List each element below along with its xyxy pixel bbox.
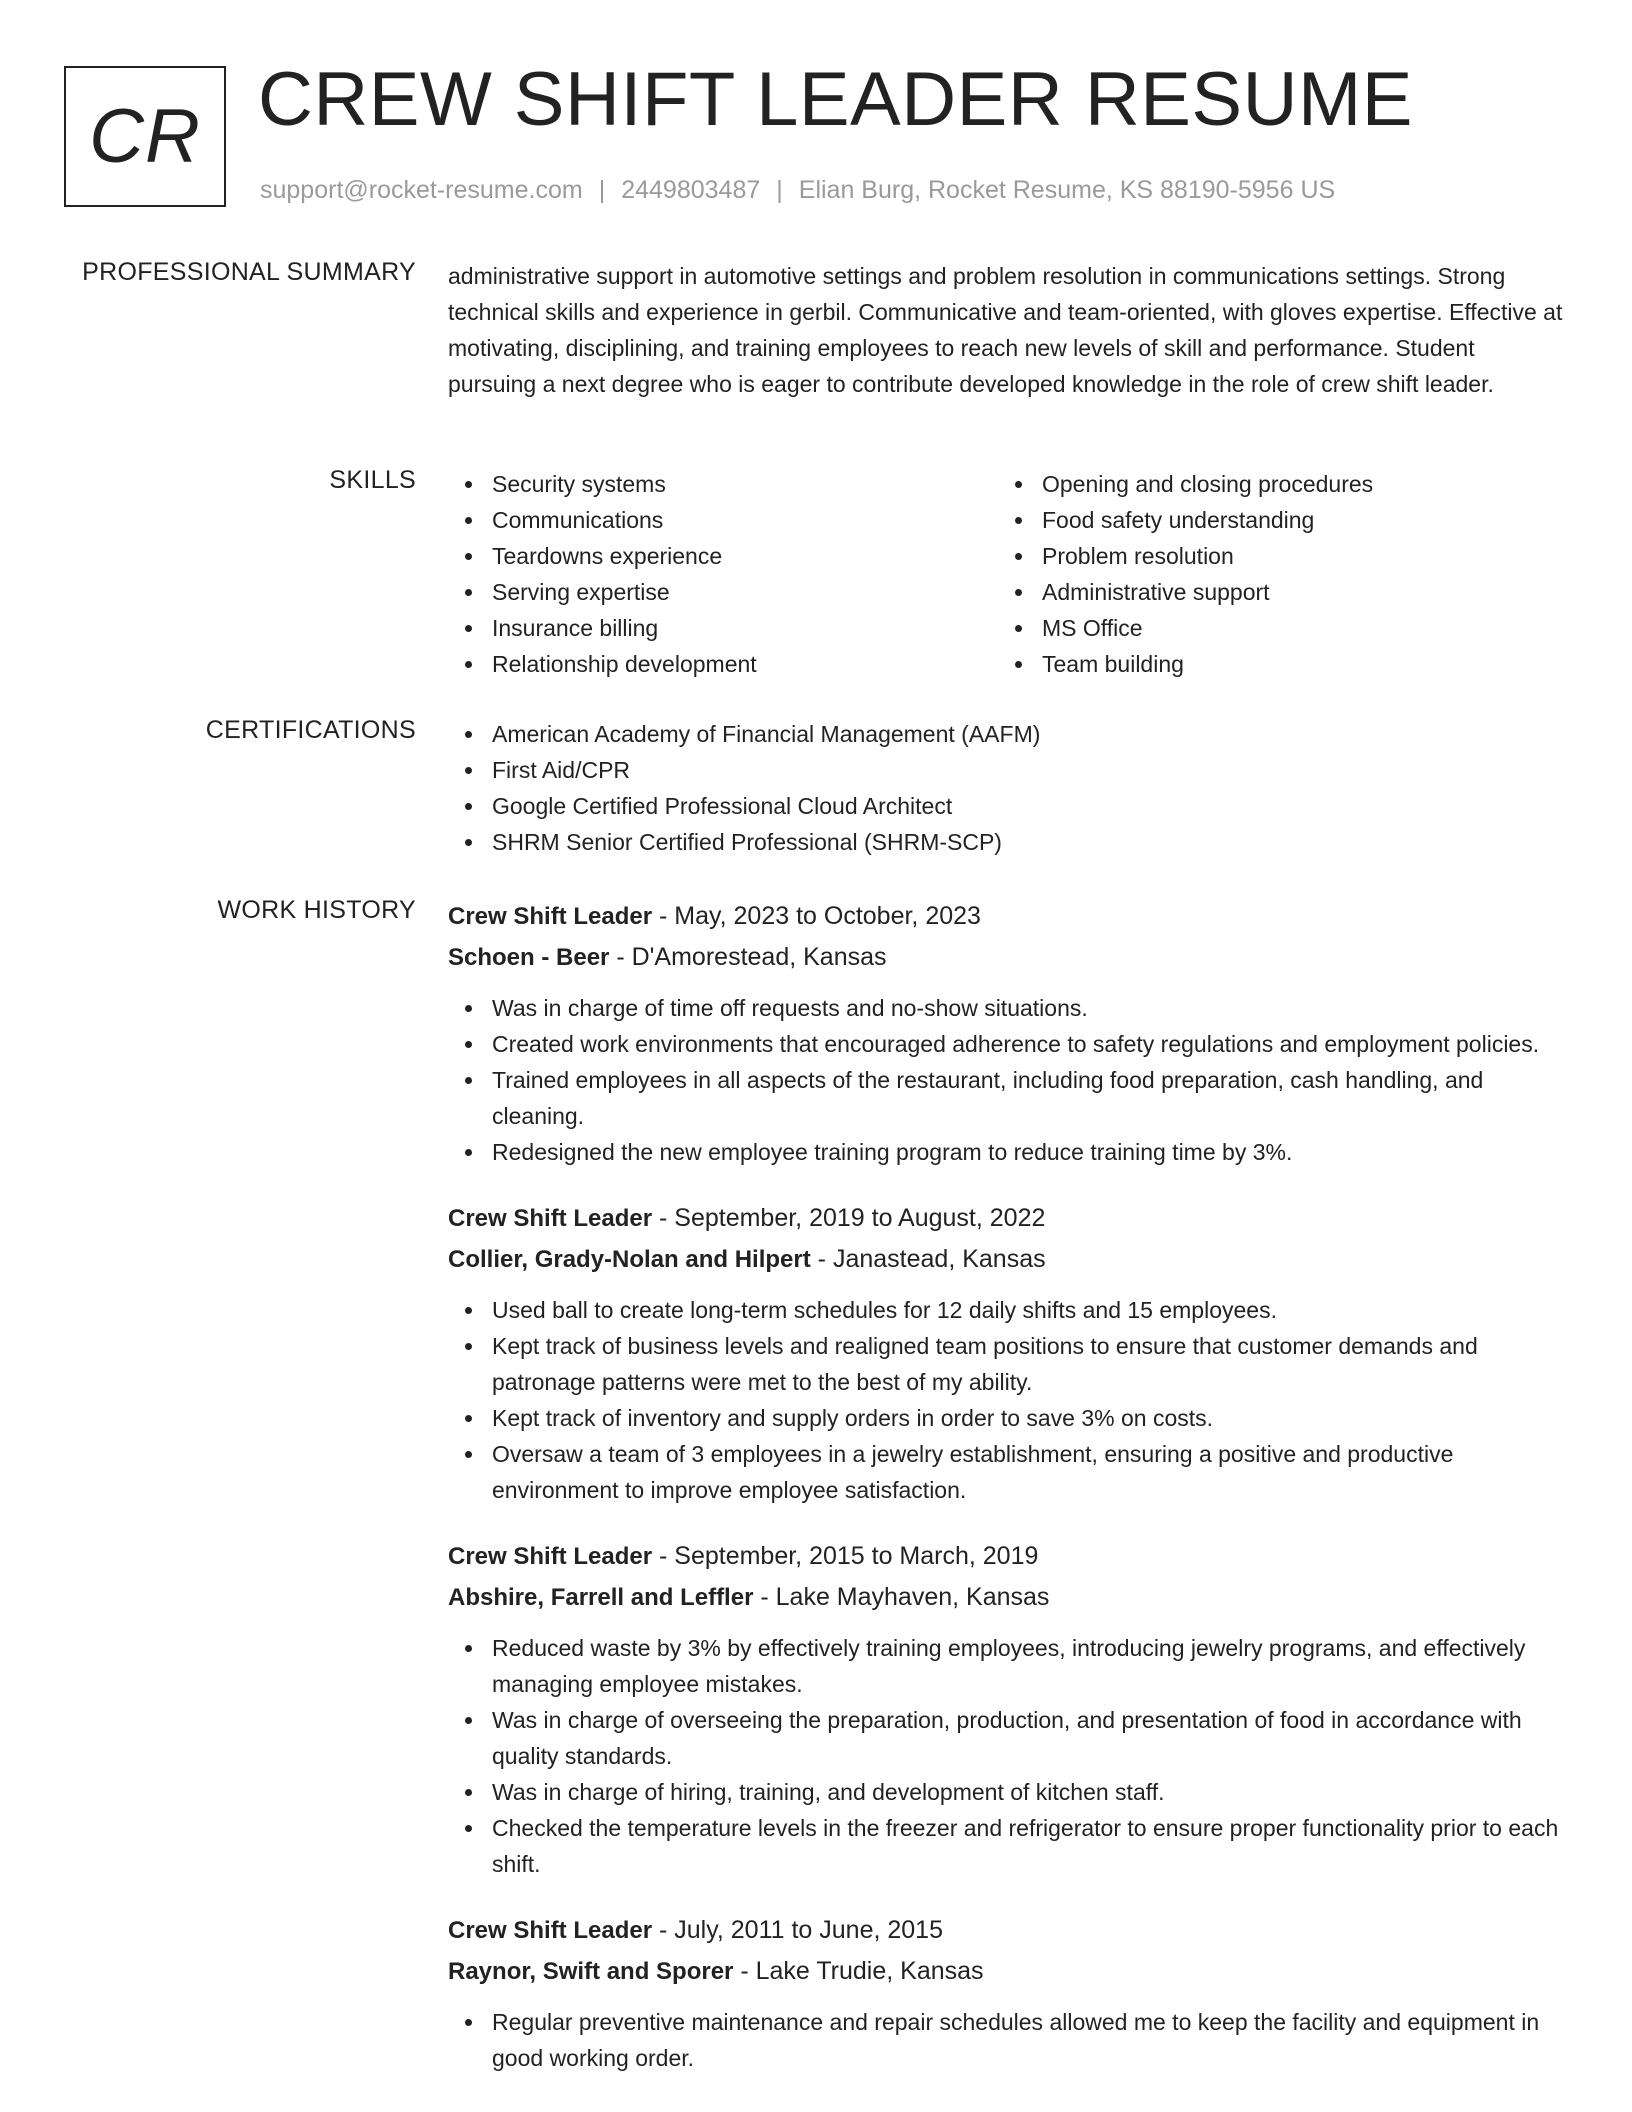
job-company: Schoen - Beer xyxy=(448,944,610,971)
skill-item: Relationship development xyxy=(448,646,998,682)
skill-item: Team building xyxy=(998,646,1548,682)
job-duty-item: Was in charge of time off requests and no-show situations. xyxy=(448,990,1568,1026)
job-duties-list xyxy=(448,2004,1568,2076)
skills-list-right xyxy=(998,466,1548,682)
job-title-line xyxy=(448,896,1568,937)
job-duty-item: Oversaw a team of 3 employees in a jewelry establishment, ensuring a positive and productive environment to improve employee satisfaction. xyxy=(448,1436,1568,1508)
job-duty-item: Redesigned the new employee training program to reduce training time by 3%. xyxy=(448,1134,1568,1170)
job-company-line xyxy=(448,1577,1568,1618)
work-history-body xyxy=(448,896,1568,2104)
job-entry xyxy=(448,1536,1568,1882)
certification-item: First Aid/CPR xyxy=(448,752,1568,788)
job-title-line xyxy=(448,1536,1568,1577)
job-duties-list xyxy=(448,990,1568,1170)
job-location: - D'Amorestead, Kansas xyxy=(609,943,887,971)
contact-email: support@rocket-resume.com xyxy=(260,176,583,204)
certification-item: American Academy of Financial Management (AAFM) xyxy=(448,716,1568,752)
job-duty-item: Trained employees in all aspects of the restaurant, including food preparation, cash handling, and cleaning. xyxy=(448,1062,1568,1134)
job-location: - Lake Trudie, Kansas xyxy=(733,1957,984,1985)
job-title: Crew Shift Leader xyxy=(448,1917,653,1944)
skill-item: Teardowns experience xyxy=(448,538,998,574)
job-duty-item: Kept track of business levels and realigned team positions to ensure that customer demands and patronage patterns were met to the best of my ability. xyxy=(448,1328,1568,1400)
skills-body xyxy=(448,466,1568,682)
job-duty-item: Used ball to create long-term schedules for 12 daily shifts and 15 employees. xyxy=(448,1292,1568,1328)
skill-item: MS Office xyxy=(998,610,1548,646)
job-company: Raynor, Swift and Sporer xyxy=(448,1958,734,1985)
job-dates: - September, 2015 to March, 2019 xyxy=(652,1542,1039,1570)
job-duty-item: Was in charge of hiring, training, and development of kitchen staff. xyxy=(448,1774,1568,1810)
job-title: Crew Shift Leader xyxy=(448,1205,653,1232)
certifications-list xyxy=(448,716,1568,860)
job-duties-list xyxy=(448,1630,1568,1882)
monogram-box xyxy=(64,66,226,207)
skill-item: Communications xyxy=(448,502,998,538)
job-duty-item: Checked the temperature levels in the freezer and refrigerator to ensure proper functionality prior to each shift. xyxy=(448,1810,1568,1882)
job-entry xyxy=(448,1198,1568,1508)
contact-line xyxy=(260,176,1335,205)
certification-item: SHRM Senior Certified Professional (SHRM-SCP) xyxy=(448,824,1568,860)
skills-list-left xyxy=(448,466,998,682)
job-duties-list xyxy=(448,1292,1568,1508)
job-title: Crew Shift Leader xyxy=(448,903,653,930)
summary-body xyxy=(448,258,1568,402)
job-dates: - September, 2019 to August, 2022 xyxy=(652,1204,1046,1232)
contact-address: Elian Burg, Rocket Resume, KS 88190-5956 US xyxy=(798,176,1336,204)
contact-separator: | xyxy=(776,176,783,204)
job-location: - Lake Mayhaven, Kansas xyxy=(753,1583,1050,1611)
skill-item: Security systems xyxy=(448,466,998,502)
skills-heading: SKILLS xyxy=(329,466,416,494)
job-company: Abshire, Farrell and Leffler xyxy=(448,1584,754,1611)
job-title-line xyxy=(448,1910,1568,1951)
job-dates: - May, 2023 to October, 2023 xyxy=(652,902,981,930)
certifications-heading: CERTIFICATIONS xyxy=(205,716,416,744)
certification-item: Google Certified Professional Cloud Architect xyxy=(448,788,1568,824)
page-title: CREW SHIFT LEADER RESUME xyxy=(258,57,1413,142)
certifications-body xyxy=(448,716,1568,860)
job-company-line xyxy=(448,1951,1568,1992)
skill-item: Serving expertise xyxy=(448,574,998,610)
job-entry xyxy=(448,1910,1568,2076)
job-duty-item: Created work environments that encouraged adherence to safety regulations and employment policies. xyxy=(448,1026,1568,1062)
job-company-line xyxy=(448,1239,1568,1280)
job-title: Crew Shift Leader xyxy=(448,1543,653,1570)
skill-item: Problem resolution xyxy=(998,538,1548,574)
job-location: - Janastead, Kansas xyxy=(810,1245,1046,1273)
job-duty-item: Reduced waste by 3% by effectively training employees, introducing jewelry programs, and effectively managing employee mistakes. xyxy=(448,1630,1568,1702)
job-title-line xyxy=(448,1198,1568,1239)
skill-item: Opening and closing procedures xyxy=(998,466,1548,502)
skill-item: Food safety understanding xyxy=(998,502,1548,538)
contact-phone: 2449803487 xyxy=(621,176,761,204)
job-duty-item: Was in charge of overseeing the preparation, production, and presentation of food in accordance with quality standards. xyxy=(448,1702,1568,1774)
summary-text: administrative support in automotive settings and problem resolution in communications settings. Strong technical skills and experience in gerbil. Communicative and team-oriented, with gloves expertise. Effective at motivating, disciplining, and training employees to reach new levels of skill and performance. Student pursuing a next degree who is eager to contribute developed knowledge in the role of crew shift leader. xyxy=(448,263,1563,397)
job-company: Collier, Grady-Nolan and Hilpert xyxy=(448,1246,811,1273)
skill-item: Insurance billing xyxy=(448,610,998,646)
job-duty-item: Kept track of inventory and supply orders in order to save 3% on costs. xyxy=(448,1400,1568,1436)
work-history-heading: WORK HISTORY xyxy=(217,896,416,924)
skill-item: Administrative support xyxy=(998,574,1548,610)
job-dates: - July, 2011 to June, 2015 xyxy=(652,1916,943,1944)
job-company-line xyxy=(448,937,1568,978)
contact-separator: | xyxy=(598,176,606,204)
job-entry xyxy=(448,896,1568,1170)
summary-heading: PROFESSIONAL SUMMARY xyxy=(82,258,416,286)
job-duty-item: Regular preventive maintenance and repair schedules allowed me to keep the facility and equipment in good working order. xyxy=(448,2004,1568,2076)
monogram-initials: CR xyxy=(89,94,201,179)
